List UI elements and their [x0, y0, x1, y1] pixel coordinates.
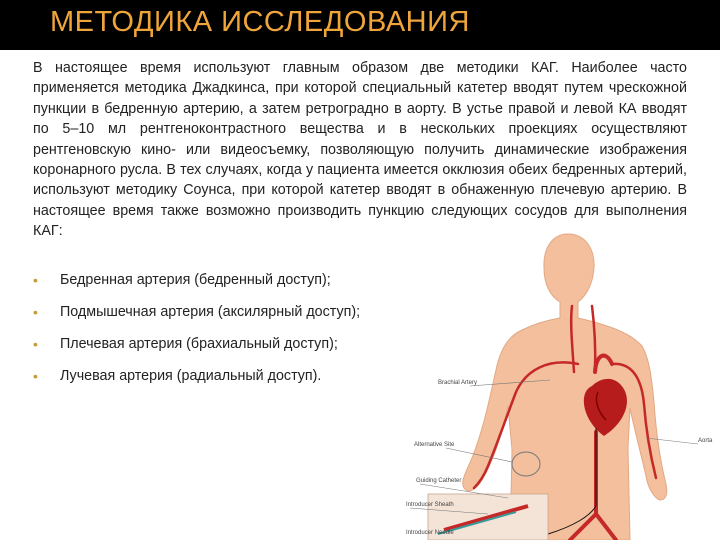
- slide-title: МЕТОДИКА ИССЛЕДОВАНИЯ: [50, 6, 470, 38]
- slide-content: [0, 50, 720, 540]
- list-item-text: Плечевая артерия (брахиальный доступ);: [60, 336, 338, 352]
- list-item-text: Подмышечная артерия (аксилярный доступ);: [60, 304, 361, 320]
- anatomy-figure: [398, 222, 720, 540]
- bullet-icon: •: [33, 336, 38, 352]
- label-introducer-needle: Introducer Needle: [406, 530, 454, 536]
- bullet-icon: •: [33, 272, 38, 288]
- label-alternative-site: Alternative Site: [414, 442, 455, 448]
- bullet-icon: •: [33, 368, 38, 384]
- label-guiding-catheter: Guiding Catheter: [416, 478, 462, 484]
- label-introducer-sheath: Introducer Sheath: [406, 502, 454, 508]
- list-item-text: Бедренная артерия (бедренный доступ);: [60, 272, 331, 288]
- catheterization-illustration: [398, 222, 720, 540]
- body-paragraph: В настоящее время используют главным образом две методики КАГ. Наиболее часто применяется методика Джадкинса, при которой специальный катетер вводят путем чрескожной пункции в бедренную артерию, а затем ретроградно в аорту. В устье правой и левой КА вводят по 5–10 мл рентгеноконтрастного вещества и в нескольких проекциях осуществляют рентгеновскую кино- или видеосъемку, позволяющую получить динамические изображения коронарного русла. В тех случаях, когда у пациента имеется окклюзия обеих бедренных артерий, используют методику Соунса, при которой катетер вводят в обнаженную плечевую артерию. В настоящее время также возможно производить пункцию следующих сосудов для выполнения КАГ:: [33, 60, 687, 240]
- list-item-text: Лучевая артерия (радиальный доступ).: [60, 368, 322, 384]
- label-brachial-artery: Brachial Artery: [438, 380, 478, 386]
- label-aorta: Aorta: [698, 438, 713, 444]
- bullet-icon: •: [33, 304, 38, 320]
